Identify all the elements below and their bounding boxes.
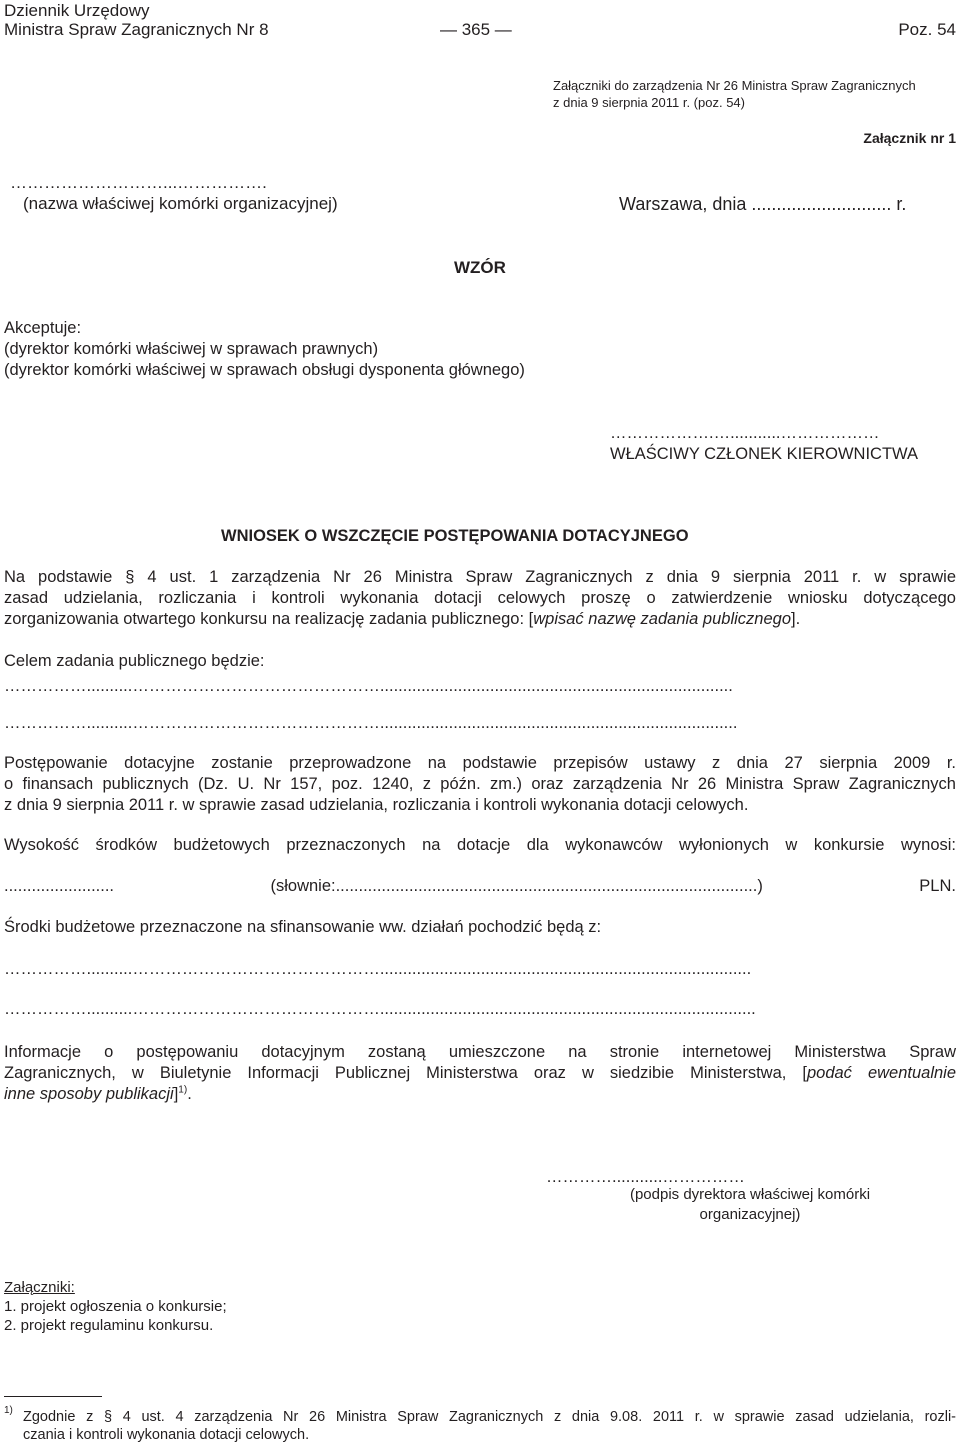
footnote-line1: Zgodnie z § 4 ust. 4 zarządzenia Nr 26 Ministra Spraw Zagranicznych z dnia 9.08. 2011 r. w sprawie zasad udzielania, rozli- [23, 1409, 956, 1425]
signatory-dots: ……………….…...........……………… [610, 424, 880, 442]
attachment-item-2: 2. projekt regulaminu konkursu. [4, 1317, 214, 1334]
goal-dots-1: ……………..........………………………………………............................................................................. [4, 677, 733, 695]
unit-caption: (nazwa właściwej komórki organizacyjnej) [23, 194, 338, 213]
annex-title: Załącznik nr 1 [863, 130, 956, 146]
budget-text: Wysokość środków budżetowych przeznaczonych na dotacje dla wykonawców wyłonionych w konkursie wynosi: [4, 836, 956, 854]
footnote-line2: czania i kontroli wykonania dotacji celowych. [23, 1427, 310, 1443]
info-line1: Informacje o postępowaniu dotacyjnym zostaną umieszczone na stronie internetowej Ministerstwa Spraw [4, 1043, 956, 1061]
unit-dots: ………………………...……………. [10, 173, 267, 192]
attachment-item-1: 1. projekt ogłoszenia o konkursie; [4, 1298, 227, 1315]
director-sign-caption1: (podpis dyrektora właściwej komórki [629, 1186, 871, 1203]
signatory-caption: WŁAŚCIWY CZŁONEK KIEROWNICTWA [610, 445, 919, 463]
goal-dots-2: ……………..........……………………………………….............................................................................. [4, 714, 738, 732]
funds-dots-1: ……………..........………………………………………................................................................................. [4, 960, 752, 978]
annex-note-line2: z dnia 9 sierpnia 2011 r. (poz. 54) [553, 95, 745, 110]
info-line3: inne sposoby publikacji]$^{1)}$. [4, 1084, 192, 1103]
intro-line1: Na podstawie § 4 ust. 1 zarządzenia Nr 26 Ministra Spraw Zagranicznych z dnia 9 sierpnia 2011 r. w sprawie [4, 568, 956, 586]
footnote-marker: 1) [4, 1405, 13, 1416]
journal-name-line1: Dziennik Urzędowy [4, 1, 150, 20]
goal-label: Celem zadania publicznego będzie: [4, 652, 265, 670]
funds-dots-2: ……………..........……………………………………….................................................................................. [4, 1000, 756, 1018]
funds-label: Środki budżetowe przeznaczone na sfinansowanie ww. działań pochodzić będą z: [4, 918, 602, 936]
footnote-separator [4, 1396, 102, 1397]
place-date: Warszawa, dnia ............................ r. [619, 194, 907, 214]
page-number: — 365 — [440, 20, 512, 39]
request-title: WNIOSEK O WSZCZĘCIE POSTĘPOWANIA DOTACYJNEGO [221, 527, 689, 545]
annex-note-line1: Załączniki do zarządzenia Nr 26 Ministra Spraw Zagranicznych [553, 78, 916, 93]
accepts-line2: (dyrektor komórki właściwej w sprawach obsługi dysponenta głównego) [4, 361, 525, 379]
procedure-line2: o finansach publicznych (Dz. U. Nr 157, poz. 1240, z późn. zm.) oraz zarządzenia Nr 26 Ministra Spraw Zagranicznych [4, 775, 956, 793]
footnote-ref: 1) [178, 1084, 188, 1096]
director-sign-dots: …………...........…………… [546, 1168, 745, 1186]
budget-amount: ........................ (słownie:............................................................................................) PLN. [4, 877, 956, 895]
task-name-placeholder: wpisać nazwę zadania publicznego [533, 610, 791, 628]
director-sign-caption2: organizacyjnej) [699, 1206, 801, 1223]
procedure-line3: z dnia 9 sierpnia 2011 r. w sprawie zasad udzielania, rozliczania i kontroli wykonania dotacji celowych. [4, 796, 749, 814]
attachments-label: Załączniki: [4, 1279, 75, 1296]
intro-line2: zasad udzielania, rozliczania i kontroli wykonania dotacji celowych proszę o zatwierdzenie wniosku dotyczącego [4, 589, 956, 607]
accepts-label: Akceptuje: [4, 319, 82, 337]
info-line2: Zagranicznych, w Biuletynie Informacji Publicznej Ministerstwa oraz w siedzibie Ministerstwa, [podać ewentualnie [4, 1064, 957, 1082]
intro-line3: zorganizowania otwartego konkursu na realizację zadania publicznego: [wpisać nazwę zadania publicznego]. [4, 610, 801, 628]
form-title: WZÓR [454, 258, 506, 277]
journal-name-line2: Ministra Spraw Zagranicznych Nr 8 [4, 20, 269, 39]
procedure-line1: Postępowanie dotacyjne zostanie przeprowadzone na podstawie przepisów ustawy z dnia 27 sierpnia 2009 r. [4, 754, 956, 772]
position-number: Poz. 54 [898, 20, 956, 39]
accepts-line1: (dyrektor komórki właściwej w sprawach prawnych) [4, 340, 379, 358]
